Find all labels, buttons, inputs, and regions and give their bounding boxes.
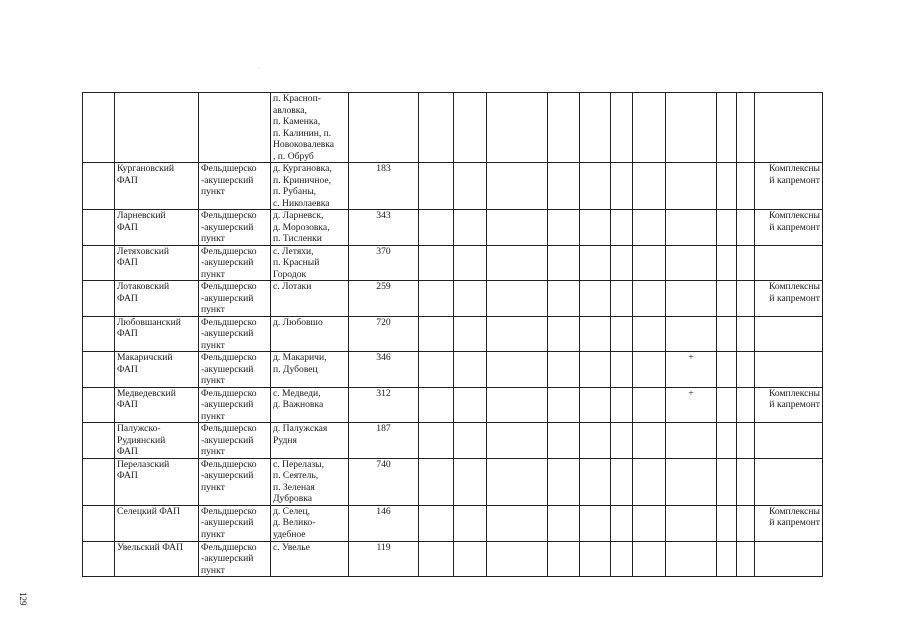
empty-cell (633, 210, 666, 246)
population-cell: 740 (349, 458, 419, 505)
empty-cell (633, 316, 666, 352)
repair-cell: Комплексны й капремонт (755, 387, 823, 423)
population-cell: 312 (349, 387, 419, 423)
empty-cell (454, 352, 487, 388)
empty-cell (548, 352, 580, 388)
empty-cell (611, 458, 633, 505)
empty-cell (548, 387, 580, 423)
empty-cell (611, 163, 633, 210)
repair-cell: Комплексны й капремонт (755, 163, 823, 210)
settlements-cell: с. Медведи, д. Важновка (271, 387, 349, 423)
index-cell (83, 163, 115, 210)
empty-cell (633, 541, 666, 577)
mark-cell (666, 458, 717, 505)
empty-cell (419, 458, 454, 505)
population-cell: 119 (349, 541, 419, 577)
empty-cell (419, 316, 454, 352)
empty-cell (611, 316, 633, 352)
page-mark: · (258, 66, 260, 72)
empty-cell (487, 458, 548, 505)
repair-cell (755, 316, 823, 352)
empty-cell (548, 316, 580, 352)
table-row (83, 352, 823, 388)
population-cell: 346 (349, 352, 419, 388)
facility-type-cell: Фельдшерско -акушерский пункт (199, 352, 271, 388)
empty-cell (611, 281, 633, 317)
facility-type-cell: Фельдшерско -акушерский пункт (199, 423, 271, 459)
facility-name-cell (115, 93, 199, 163)
facility-type-cell: Фельдшерско -акушерский пункт (199, 281, 271, 317)
empty-cell (580, 458, 611, 505)
page-number: 129 (18, 592, 28, 606)
empty-cell (487, 505, 548, 541)
mark-cell (666, 281, 717, 317)
facility-name-cell: Увельский ФАП (115, 541, 199, 577)
empty-cell (737, 458, 755, 505)
table-row (83, 163, 823, 210)
empty-cell (611, 210, 633, 246)
empty-cell (580, 210, 611, 246)
empty-cell (633, 458, 666, 505)
empty-cell (454, 423, 487, 459)
settlements-cell: д. Любовшо (271, 316, 349, 352)
settlements-cell: д. Селец, д. Велико- удебное (271, 505, 349, 541)
repair-cell (755, 541, 823, 577)
empty-cell (717, 458, 737, 505)
facility-name-cell: Ларневский ФАП (115, 210, 199, 246)
empty-cell (548, 423, 580, 459)
empty-cell (717, 423, 737, 459)
index-cell (83, 458, 115, 505)
empty-cell (737, 423, 755, 459)
mark-cell (666, 163, 717, 210)
population-cell: 720 (349, 316, 419, 352)
empty-cell (548, 245, 580, 281)
repair-cell (755, 458, 823, 505)
empty-cell (419, 281, 454, 317)
settlements-cell: с. Перелазы, п. Сеятель, п. Зеленая Дубровка (271, 458, 349, 505)
empty-cell (487, 541, 548, 577)
empty-cell (419, 387, 454, 423)
empty-cell (419, 423, 454, 459)
population-cell (349, 93, 419, 163)
empty-cell (717, 93, 737, 163)
population-cell: 259 (349, 281, 419, 317)
table-row (83, 210, 823, 246)
mark-cell (666, 541, 717, 577)
empty-cell (487, 163, 548, 210)
empty-cell (548, 281, 580, 317)
empty-cell (580, 541, 611, 577)
index-cell (83, 316, 115, 352)
empty-cell (454, 245, 487, 281)
mark-cell (666, 423, 717, 459)
facilities-table (82, 92, 823, 577)
repair-cell: Комплексны й капремонт (755, 505, 823, 541)
table-row (83, 505, 823, 541)
facility-name-cell: Перелазский ФАП (115, 458, 199, 505)
empty-cell (717, 281, 737, 317)
repair-cell (755, 352, 823, 388)
empty-cell (454, 505, 487, 541)
settlements-cell: с. Увелье (271, 541, 349, 577)
settlements-cell: д. Ларневск, д. Морозовка, п. Тисленки (271, 210, 349, 246)
empty-cell (633, 245, 666, 281)
empty-cell (487, 423, 548, 459)
empty-cell (633, 352, 666, 388)
facility-type-cell: Фельдшерско -акушерский пункт (199, 210, 271, 246)
mark-cell (666, 93, 717, 163)
empty-cell (548, 458, 580, 505)
empty-cell (717, 541, 737, 577)
empty-cell (454, 93, 487, 163)
index-cell (83, 352, 115, 388)
table-row (83, 541, 823, 577)
empty-cell (454, 387, 487, 423)
empty-cell (454, 458, 487, 505)
table-row (83, 93, 823, 163)
empty-cell (454, 281, 487, 317)
empty-cell (737, 163, 755, 210)
facility-name-cell: Палужско- Рудиянский ФАП (115, 423, 199, 459)
empty-cell (611, 245, 633, 281)
empty-cell (487, 352, 548, 388)
empty-cell (611, 423, 633, 459)
index-cell (83, 505, 115, 541)
empty-cell (633, 423, 666, 459)
empty-cell (580, 423, 611, 459)
empty-cell (487, 245, 548, 281)
empty-cell (737, 245, 755, 281)
repair-cell (755, 245, 823, 281)
index-cell (83, 541, 115, 577)
settlements-cell: д. Кургановка, п. Криничное, п. Рубаны, с. Николаевка (271, 163, 349, 210)
mark-cell: + (666, 387, 717, 423)
empty-cell (611, 352, 633, 388)
empty-cell (454, 163, 487, 210)
settlements-cell: д. Палужская Рудня (271, 423, 349, 459)
empty-cell (633, 93, 666, 163)
table-row (83, 423, 823, 459)
empty-cell (580, 163, 611, 210)
index-cell (83, 423, 115, 459)
empty-cell (611, 505, 633, 541)
empty-cell (419, 505, 454, 541)
table-row (83, 281, 823, 317)
empty-cell (737, 387, 755, 423)
table-row (83, 245, 823, 281)
table-row (83, 458, 823, 505)
empty-cell (737, 352, 755, 388)
empty-cell (633, 281, 666, 317)
empty-cell (548, 93, 580, 163)
empty-cell (580, 93, 611, 163)
empty-cell (633, 505, 666, 541)
facility-type-cell: Фельдшерско -акушерский пункт (199, 316, 271, 352)
empty-cell (717, 163, 737, 210)
population-cell: 343 (349, 210, 419, 246)
empty-cell (611, 93, 633, 163)
empty-cell (548, 210, 580, 246)
empty-cell (580, 245, 611, 281)
empty-cell (580, 387, 611, 423)
empty-cell (454, 316, 487, 352)
empty-cell (611, 541, 633, 577)
settlements-cell: д. Макаричи, п. Дубовец (271, 352, 349, 388)
population-cell: 146 (349, 505, 419, 541)
empty-cell (737, 316, 755, 352)
mark-cell (666, 210, 717, 246)
empty-cell (717, 387, 737, 423)
index-cell (83, 387, 115, 423)
facility-name-cell: Селецкий ФАП (115, 505, 199, 541)
index-cell (83, 210, 115, 246)
empty-cell (580, 281, 611, 317)
facility-type-cell: Фельдшерско -акушерский пункт (199, 505, 271, 541)
table-row (83, 316, 823, 352)
empty-cell (419, 93, 454, 163)
empty-cell (717, 245, 737, 281)
empty-cell (737, 210, 755, 246)
empty-cell (737, 281, 755, 317)
empty-cell (454, 210, 487, 246)
empty-cell (737, 541, 755, 577)
population-cell: 370 (349, 245, 419, 281)
empty-cell (548, 541, 580, 577)
empty-cell (419, 245, 454, 281)
empty-cell (487, 210, 548, 246)
index-cell (83, 245, 115, 281)
empty-cell (633, 163, 666, 210)
facility-name-cell: Любовшанский ФАП (115, 316, 199, 352)
facility-name-cell: Летяховский ФАП (115, 245, 199, 281)
empty-cell (580, 316, 611, 352)
empty-cell (737, 505, 755, 541)
empty-cell (487, 387, 548, 423)
facility-name-cell: Кургановский ФАП (115, 163, 199, 210)
mark-cell (666, 316, 717, 352)
empty-cell (419, 210, 454, 246)
repair-cell (755, 93, 823, 163)
index-cell (83, 93, 115, 163)
empty-cell (487, 281, 548, 317)
empty-cell (454, 541, 487, 577)
settlements-cell: п. Красноп- авловка, п. Каменка, п. Калинин, п. Новоковалевка , п. Обруб (271, 93, 349, 163)
empty-cell (717, 505, 737, 541)
facility-type-cell (199, 93, 271, 163)
population-cell: 183 (349, 163, 419, 210)
mark-cell: + (666, 352, 717, 388)
empty-cell (419, 352, 454, 388)
repair-cell: Комплексны й капремонт (755, 210, 823, 246)
empty-cell (548, 505, 580, 541)
empty-cell (419, 541, 454, 577)
empty-cell (717, 210, 737, 246)
empty-cell (611, 387, 633, 423)
empty-cell (580, 505, 611, 541)
facility-type-cell: Фельдшерско -акушерский пункт (199, 387, 271, 423)
facility-name-cell: Макаричский ФАП (115, 352, 199, 388)
population-cell: 187 (349, 423, 419, 459)
index-cell (83, 281, 115, 317)
repair-cell (755, 423, 823, 459)
empty-cell (580, 352, 611, 388)
empty-cell (419, 163, 454, 210)
facility-name-cell: Лотаковский ФАП (115, 281, 199, 317)
repair-cell: Комплексны й капремонт (755, 281, 823, 317)
empty-cell (717, 316, 737, 352)
facility-type-cell: Фельдшерско -акушерский пункт (199, 541, 271, 577)
empty-cell (487, 93, 548, 163)
facility-type-cell: Фельдшерско -акушерский пункт (199, 163, 271, 210)
facility-type-cell: Фельдшерско -акушерский пункт (199, 245, 271, 281)
mark-cell (666, 505, 717, 541)
empty-cell (548, 163, 580, 210)
empty-cell (717, 352, 737, 388)
settlements-cell: с. Лотаки (271, 281, 349, 317)
empty-cell (487, 316, 548, 352)
settlements-cell: с. Летяхи, п. Красный Городок (271, 245, 349, 281)
table-row (83, 387, 823, 423)
empty-cell (737, 93, 755, 163)
facility-name-cell: Медведевский ФАП (115, 387, 199, 423)
facility-type-cell: Фельдшерско -акушерский пункт (199, 458, 271, 505)
mark-cell (666, 245, 717, 281)
empty-cell (633, 387, 666, 423)
